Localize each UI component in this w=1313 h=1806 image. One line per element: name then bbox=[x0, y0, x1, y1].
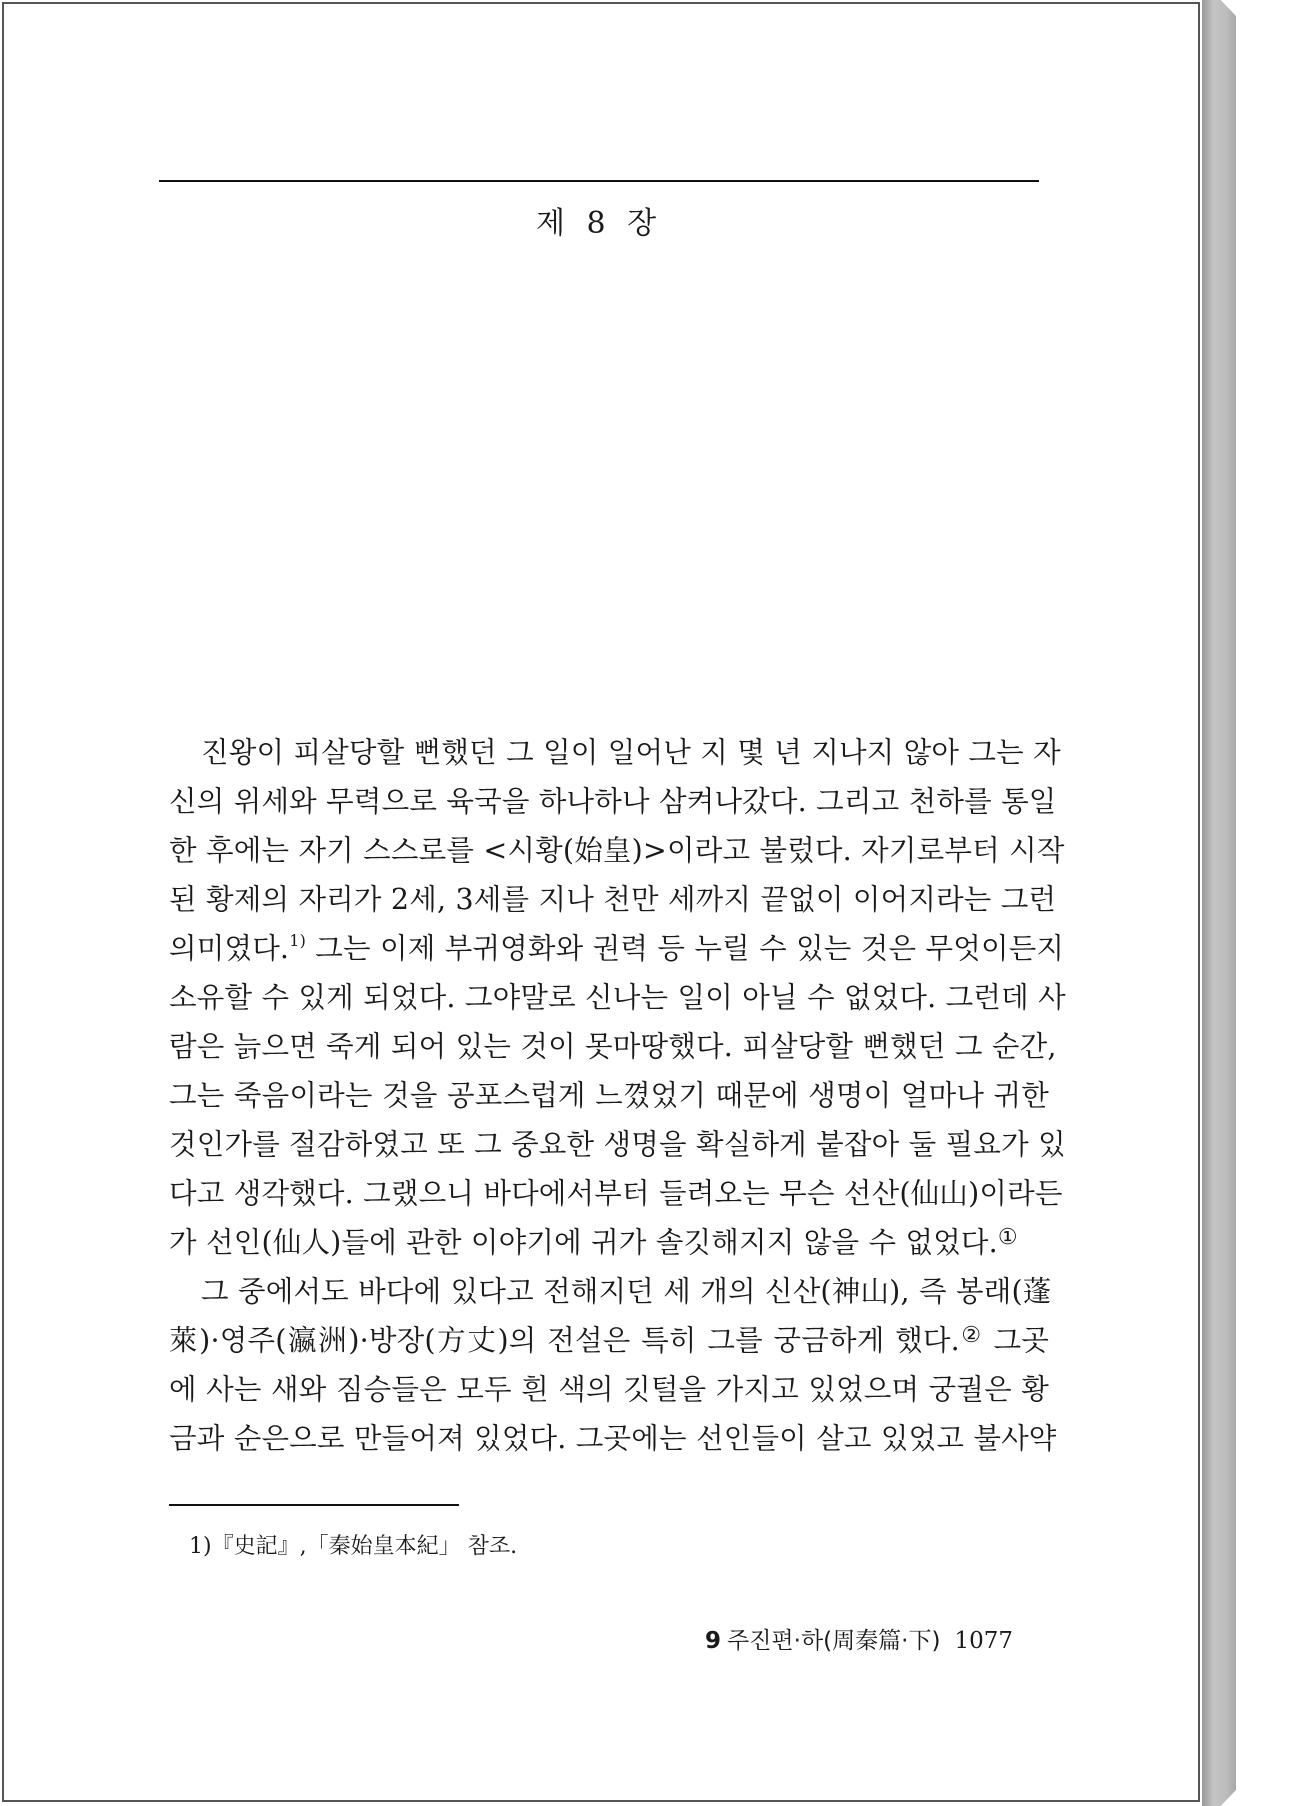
body-line-11 bbox=[169, 1218, 1049, 1267]
body-line-15: 금과 순은으로 만들어져 있었다. 그곳에는 선인들이 살고 있었고 불사약 bbox=[169, 1422, 1057, 1455]
note-mark-1: ① bbox=[997, 1225, 1018, 1250]
body-line-4: 된 황제의 자리가 2세, 3세를 지나 천만 세까지 끝없이 이어지라는 그런 bbox=[169, 883, 1057, 916]
body-line-13-text: 萊)·영주(瀛洲)·방장(方丈)의 전설은 특히 그를 궁금하게 했다. bbox=[169, 1324, 960, 1357]
body-line-8: 그는 죽음이라는 것을 공포스럽게 느꼈었기 때문에 생명이 얼마나 귀한 bbox=[169, 1079, 1049, 1112]
footnote-rule bbox=[169, 1504, 459, 1506]
body-line-14: 에 사는 새와 짐승들은 모두 흰 색의 깃털을 가지고 있었으며 궁궐은 황 bbox=[169, 1373, 1049, 1406]
body-line-10: 다고 생각했다. 그랬으니 바다에서부터 들려오는 무슨 선산(仙山)이라든 bbox=[169, 1177, 1063, 1210]
body-line-13-end: 그곳 bbox=[993, 1324, 1049, 1357]
volume-number: 9 bbox=[704, 1628, 721, 1654]
running-footer bbox=[705, 1622, 1013, 1655]
footnote: 1)『史記』,「秦始皇本紀」 참조. bbox=[189, 1534, 518, 1559]
body-line-1: 진왕이 피살당할 뻔했던 그 일이 일어난 지 몇 년 지나지 않아 그는 자 bbox=[201, 736, 1061, 769]
body-line-11-text: 가 선인(仙人)들에 관한 이야기에 귀가 솔깃해지지 않을 수 없었다. bbox=[169, 1226, 998, 1259]
body-line-5-rest: 그는 이제 부귀영화와 권력 등 누릴 수 있는 것은 무엇이든지 bbox=[315, 932, 1065, 965]
note-mark-2: ② bbox=[959, 1323, 983, 1348]
body-line-5-start: 의미였다. bbox=[169, 932, 290, 965]
body-line-9: 것인가를 절감하였고 또 그 중요한 생명을 확실하게 붙잡아 둘 필요가 있 bbox=[169, 1128, 1066, 1161]
book-page bbox=[2, 2, 1200, 1802]
footnote-ref-1: 1) bbox=[289, 931, 307, 950]
page-edge-shadow bbox=[1202, 0, 1236, 1806]
volume-title: 주진편·하(周秦篇·下) bbox=[727, 1628, 941, 1654]
body-line-6: 소유할 수 있게 되었다. 그야말로 신나는 일이 아닐 수 없었다. 그런데 사 bbox=[169, 981, 1066, 1014]
body-line-12: 그 중에서도 바다에 있다고 전해지던 세 개의 신산(神山), 즉 봉래(蓬 bbox=[201, 1275, 1052, 1308]
body-line-13 bbox=[169, 1316, 1049, 1365]
page-number: 1077 bbox=[954, 1628, 1013, 1654]
chapter-title: 제 8 장 bbox=[535, 206, 663, 241]
body-line-2: 신의 위세와 무력으로 육국을 하나하나 삼켜나갔다. 그리고 천하를 통일 bbox=[169, 785, 1057, 818]
body-line-5 bbox=[169, 924, 1065, 973]
chapter-rule bbox=[159, 180, 1039, 182]
body-line-3: 한 후에는 자기 스스로를 <시황(始皇)>이라고 불렀다. 자기로부터 시작 bbox=[169, 834, 1065, 867]
body-text bbox=[169, 728, 1066, 1463]
body-line-7: 람은 늙으면 죽게 되어 있는 것이 못마땅했다. 피살당할 뻔했던 그 순간, bbox=[169, 1030, 1057, 1063]
